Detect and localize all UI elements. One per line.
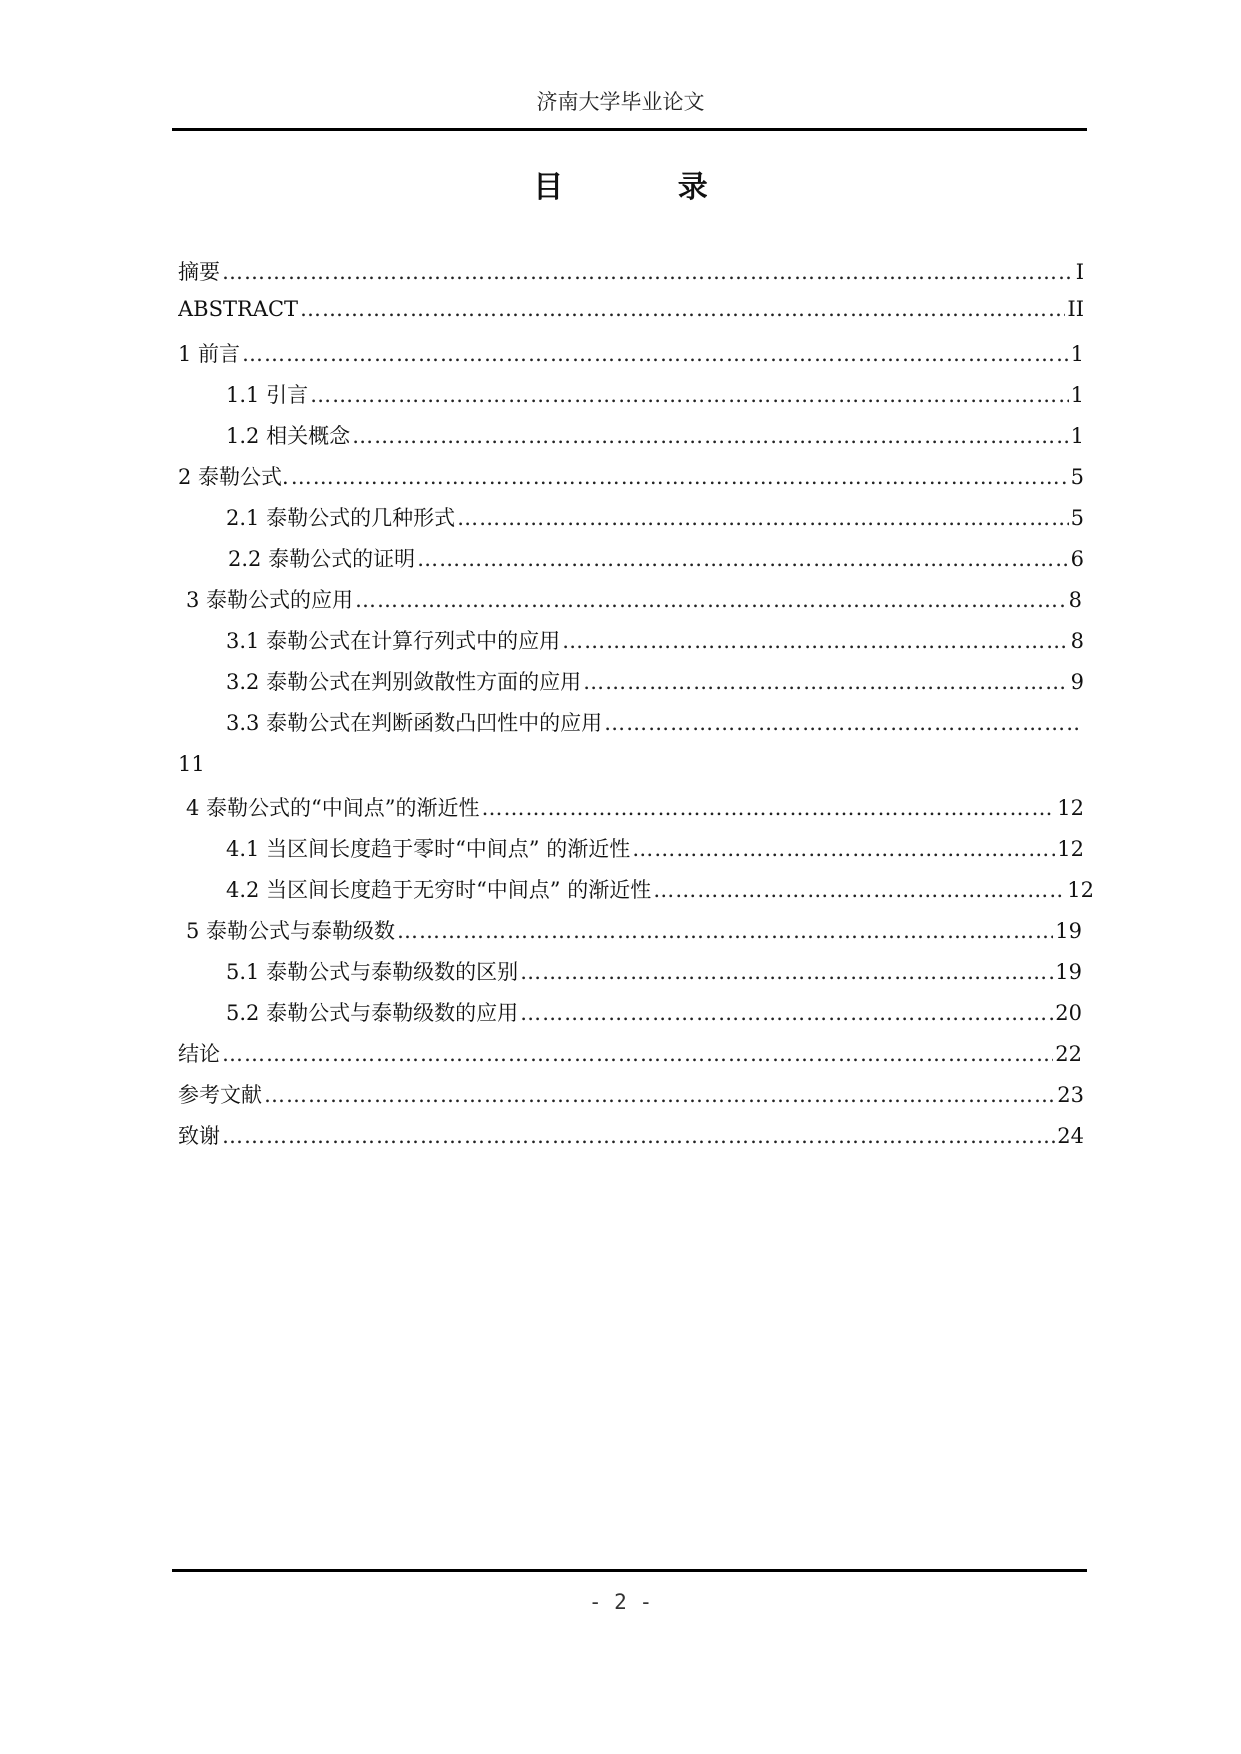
toc-entry-label: 3.1 泰勒公式在计算行列式中的应用	[226, 629, 561, 653]
toc-entry-page: 24	[1057, 1124, 1084, 1148]
toc-entry-label: 致谢	[178, 1124, 220, 1148]
toc-entry-label: 1.1 引言	[226, 383, 309, 407]
leader-dots	[562, 629, 1069, 653]
toc-entry-label: 5.2 泰勒公式与泰勒级数的应用	[226, 1001, 519, 1025]
toc-entry-page: 19	[1055, 960, 1082, 984]
leader-dots	[242, 342, 1069, 366]
toc-entry-label: 结论	[178, 1042, 220, 1066]
leader-dots	[291, 465, 1069, 489]
footer-rule	[172, 1569, 1087, 1572]
toc-entry-page: I	[1075, 260, 1084, 284]
toc-entry[interactable]	[226, 666, 1084, 698]
leader-dots	[222, 1124, 1055, 1148]
leader-dots	[482, 796, 1056, 820]
toc-entry[interactable]	[226, 833, 1084, 865]
toc-entry-label: 1.2 相关概念	[226, 424, 351, 448]
leader-dots	[300, 297, 1065, 321]
leader-dots	[653, 878, 1065, 902]
toc-entry-label: 2 泰勒公式.	[178, 465, 289, 489]
toc-entry[interactable]	[178, 297, 1084, 329]
leader-dots	[222, 260, 1074, 284]
leader-dots	[310, 383, 1069, 407]
toc-entry-label: 摘要	[178, 260, 220, 284]
toc-entry[interactable]	[226, 625, 1084, 657]
leader-dots	[397, 919, 1053, 943]
toc-entry-label: 3.3 泰勒公式在判断函数凸凹性中的应用	[226, 711, 603, 735]
toc-entry-label: 4.2 当区间长度趋于无穷时“中间点” 的渐近性	[226, 878, 652, 902]
toc-entry-label: 2.2 泰勒公式的证明	[228, 547, 416, 571]
running-header: 济南大学毕业论文	[536, 90, 705, 114]
toc-entry-page: 9	[1070, 670, 1084, 694]
toc-entry[interactable]	[178, 1079, 1084, 1111]
toc-entry[interactable]	[226, 707, 1084, 739]
toc-entry-page: 6	[1070, 547, 1084, 571]
toc-entry-page: 19	[1055, 919, 1082, 943]
leader-dots	[583, 670, 1069, 694]
toc-entry-page: 12	[1067, 878, 1094, 902]
leader-dots	[264, 1083, 1055, 1107]
toc-entry[interactable]	[186, 584, 1082, 616]
toc-entry[interactable]	[226, 874, 1094, 906]
toc-entry-label: 参考文献	[178, 1083, 262, 1107]
leader-dots	[222, 1042, 1053, 1066]
toc-entry-page: 5	[1070, 506, 1084, 530]
toc-entry-page: 1	[1070, 424, 1084, 448]
leader-dots	[417, 547, 1069, 571]
toc-entry-page: 20	[1055, 1001, 1082, 1025]
toc-entry[interactable]	[226, 420, 1084, 452]
page-title: 目 录	[533, 170, 760, 205]
toc-entry[interactable]	[178, 461, 1084, 493]
toc-entry-page: 12	[1057, 796, 1084, 820]
toc-entry-page: 8	[1068, 588, 1082, 612]
toc-entry-label: ABSTRACT	[178, 297, 299, 321]
toc-entry-page: 11	[178, 752, 205, 776]
toc-entry-label: 5 泰勒公式与泰勒级数	[186, 919, 396, 943]
leader-dots	[520, 1001, 1053, 1025]
leader-dots	[632, 837, 1055, 861]
toc-entry[interactable]	[186, 915, 1082, 947]
leader-dots	[457, 506, 1069, 530]
toc-entry-label: 5.1 泰勒公式与泰勒级数的区别	[226, 960, 519, 984]
toc-entry[interactable]	[178, 1038, 1082, 1070]
toc-entry-label: 3 泰勒公式的应用	[186, 588, 354, 612]
toc-entry[interactable]	[226, 956, 1082, 988]
leader-dots	[352, 424, 1069, 448]
toc-entry-page: 1	[1070, 342, 1084, 366]
toc-entry[interactable]	[178, 338, 1084, 370]
toc-entry[interactable]	[178, 256, 1084, 288]
toc-entry-page: 22	[1055, 1042, 1082, 1066]
toc-entry-page: 8	[1070, 629, 1084, 653]
toc-entry-page: II	[1067, 297, 1084, 321]
toc-entry-label: 4 泰勒公式的“中间点”的渐近性	[186, 796, 480, 820]
toc-entry-label: 2.1 泰勒公式的几种形式	[226, 506, 456, 530]
toc-entry-page: 23	[1057, 1083, 1084, 1107]
toc-entry-label: 4.1 当区间长度趋于零时“中间点” 的渐近性	[226, 837, 631, 861]
toc-entry-page: 5	[1070, 465, 1084, 489]
toc-entry[interactable]	[186, 792, 1084, 824]
toc-entry-label: 3.2 泰勒公式在判别敛散性方面的应用	[226, 670, 582, 694]
toc-entry-page: 12	[1057, 837, 1084, 861]
toc-entry[interactable]	[178, 1120, 1084, 1152]
toc-entry[interactable]	[228, 543, 1084, 575]
page-number: - 2 -	[588, 1590, 653, 1614]
leader-dots	[604, 711, 1082, 735]
leader-dots	[355, 588, 1067, 612]
toc-entry[interactable]	[226, 502, 1084, 534]
toc-entry-label: 1 前言	[178, 342, 241, 366]
toc-entry-page: 1	[1070, 383, 1084, 407]
leader-dots	[520, 960, 1053, 984]
toc-entry[interactable]	[226, 379, 1084, 411]
toc-entry[interactable]	[226, 997, 1082, 1029]
